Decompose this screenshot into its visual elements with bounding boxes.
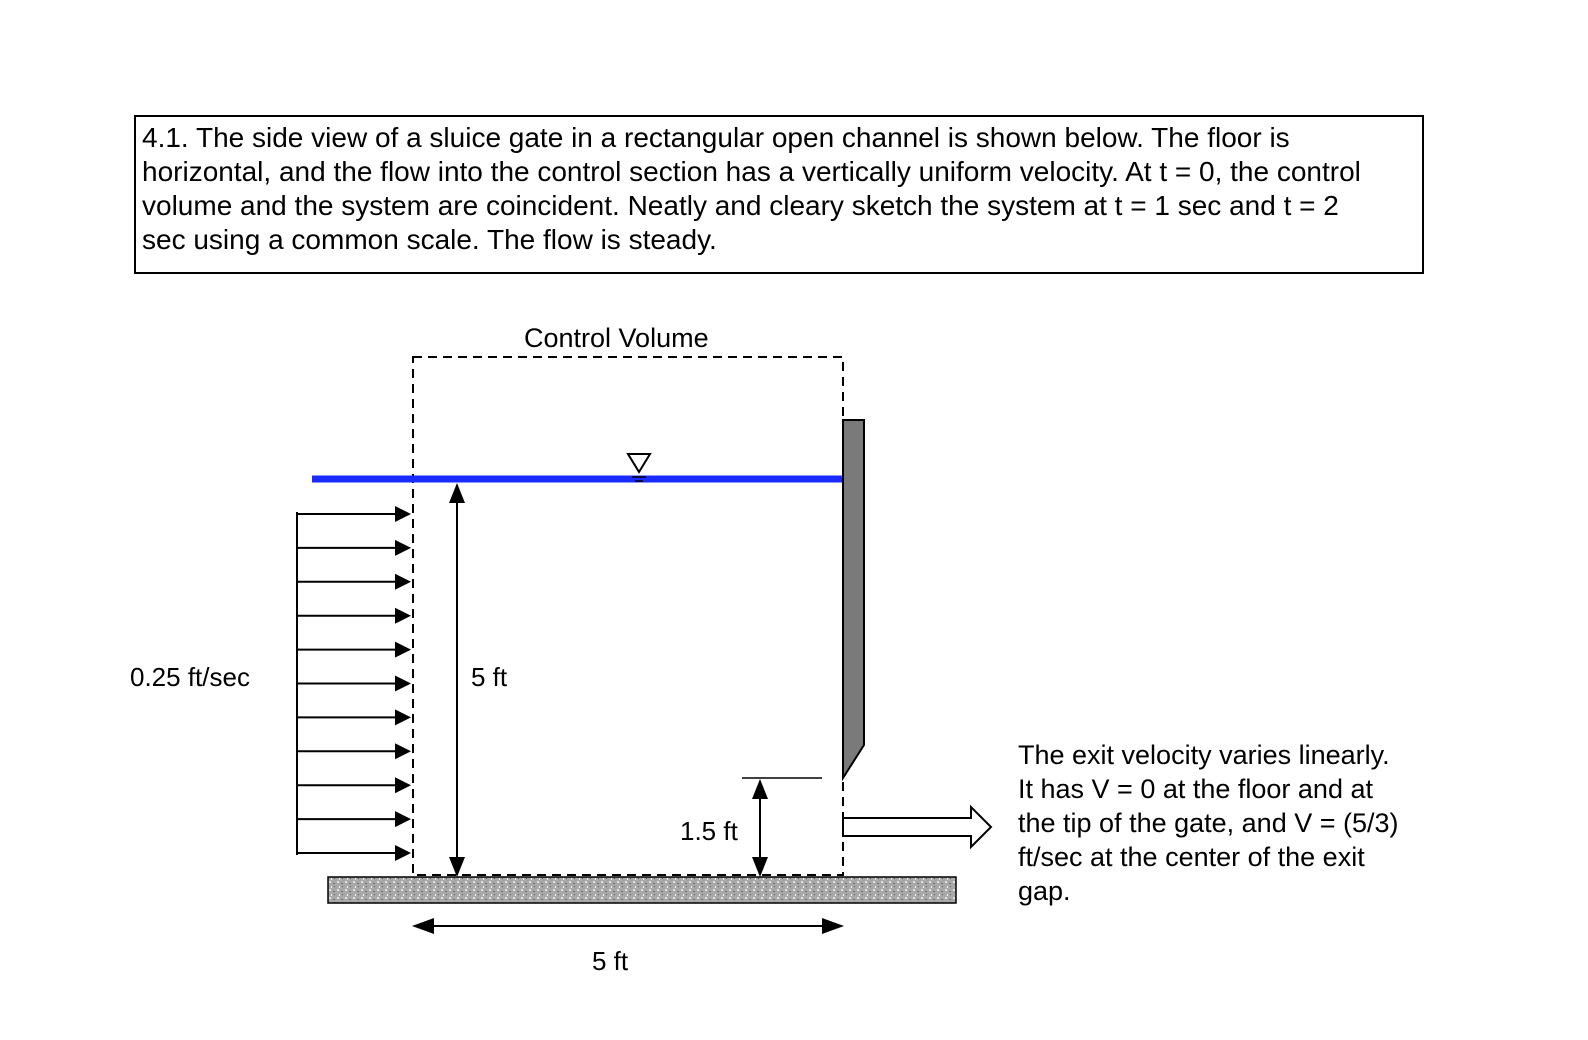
inlet-arrowhead (395, 574, 411, 590)
gap-label: 1.5 ft (680, 816, 738, 846)
exit-velocity-note (1018, 738, 1488, 908)
inlet-arrowhead (395, 777, 411, 793)
inlet-arrowhead (395, 811, 411, 827)
problem-line: sec using a common scale. The flow is steady. (142, 224, 717, 255)
control-volume-boundary (413, 357, 843, 875)
width-label: 5 ft (592, 946, 629, 976)
note-line: ft/sec at the center of the exit (1018, 842, 1365, 872)
inlet-arrowhead (395, 709, 411, 725)
inlet-arrowhead (395, 540, 411, 556)
inlet-velocity-label: 0.25 ft/sec (130, 662, 250, 692)
inlet-arrowhead (395, 642, 411, 658)
inlet-arrowhead (395, 845, 411, 861)
note-line: gap. (1018, 876, 1071, 906)
exit-flow-arrow (843, 807, 991, 847)
problem-line: volume and the system are coincident. Neatly and cleary sketch the system at t = 1 sec and t = 2 (142, 190, 1339, 221)
depth-label: 5 ft (471, 662, 508, 692)
note-line: The exit velocity varies linearly. (1018, 740, 1390, 770)
note-line: It has V = 0 at the floor and at (1018, 774, 1373, 804)
sluice-gate (843, 420, 864, 778)
problem-line: horizontal, and the flow into the control section has a vertically uniform velocity. At t = 0, the control (142, 156, 1361, 187)
inlet-arrowhead (395, 676, 411, 692)
inlet-arrowhead (395, 743, 411, 759)
note-line: the tip of the gate, and V = (5/3) (1018, 808, 1399, 838)
inlet-velocity-profile (297, 506, 411, 861)
channel-floor (328, 877, 956, 903)
inlet-arrowhead (395, 608, 411, 624)
inlet-arrowhead (395, 506, 411, 522)
control-volume-label: Control Volume (524, 323, 709, 353)
problem-line: 4.1. The side view of a sluice gate in a rectangular open channel is shown below. The floor is (142, 122, 1290, 153)
